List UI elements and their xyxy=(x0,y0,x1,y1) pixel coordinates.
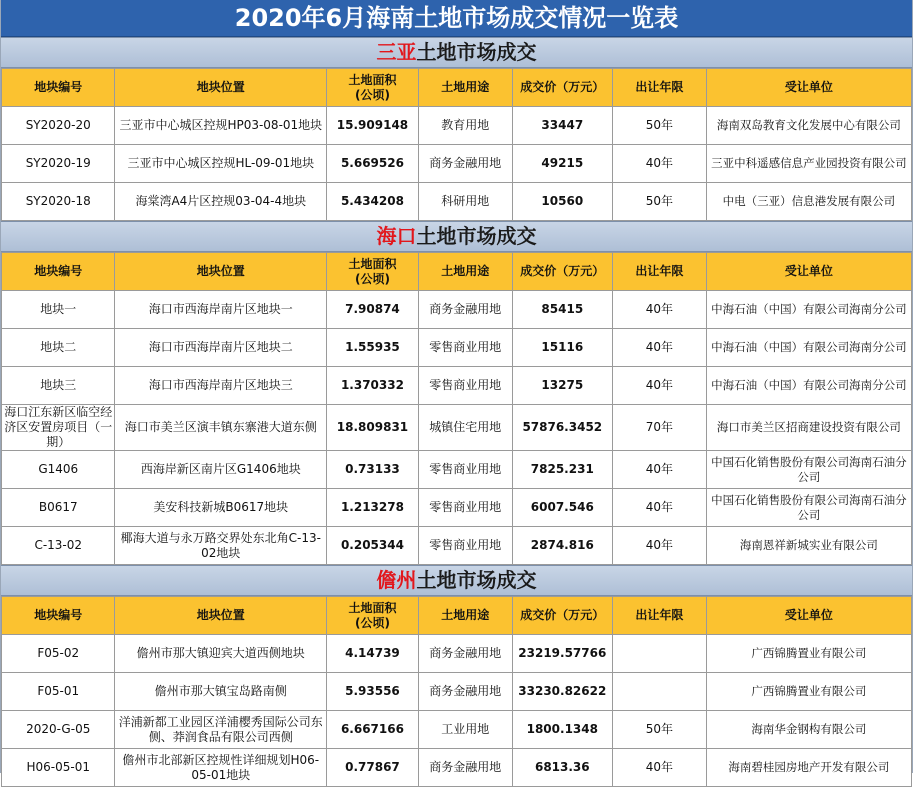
cell-parcel-area: 5.669526 xyxy=(327,145,419,183)
header-land-use: 土地用途 xyxy=(418,69,512,107)
table-row xyxy=(2,329,912,367)
cell-land-use: 零售商业用地 xyxy=(418,367,512,405)
cell-parcel-location: 三亚市中心城区控规HP03-08-01地块 xyxy=(115,107,327,145)
transaction-table xyxy=(1,252,912,565)
cell-parcel-area: 5.93556 xyxy=(327,673,419,711)
cell-buyer: 中国石化销售股份有限公司海南石油分公司 xyxy=(706,451,911,489)
cell-buyer: 海南碧桂园房地产开发有限公司 xyxy=(706,749,911,787)
cell-parcel-id: F05-01 xyxy=(2,673,115,711)
cell-parcel-location: 三亚市中心城区控规HL-09-01地块 xyxy=(115,145,327,183)
cell-parcel-location: 海口市西海岸南片区地块一 xyxy=(115,291,327,329)
cell-land-use: 工业用地 xyxy=(418,711,512,749)
table-header-row xyxy=(2,253,912,291)
cell-price: 6813.36 xyxy=(512,749,612,787)
header-parcel-location: 地块位置 xyxy=(115,597,327,635)
header-buyer: 受让单位 xyxy=(706,253,911,291)
section-city: 海口 xyxy=(376,224,417,248)
cell-price: 33447 xyxy=(512,107,612,145)
cell-price: 7825.231 xyxy=(512,451,612,489)
cell-parcel-area: 1.55935 xyxy=(327,329,419,367)
header-parcel-id: 地块编号 xyxy=(2,253,115,291)
cell-parcel-area: 6.667166 xyxy=(327,711,419,749)
header-parcel-area: 土地面积 (公顷) xyxy=(327,597,419,635)
cell-land-use: 商务金融用地 xyxy=(418,291,512,329)
cell-parcel-area: 4.14739 xyxy=(327,635,419,673)
cell-land-use: 零售商业用地 xyxy=(418,489,512,527)
cell-land-use: 商务金融用地 xyxy=(418,635,512,673)
table-row xyxy=(2,451,912,489)
table-row xyxy=(2,527,912,565)
table-row xyxy=(2,673,912,711)
cell-parcel-id: G1406 xyxy=(2,451,115,489)
header-parcel-id: 地块编号 xyxy=(2,597,115,635)
cell-parcel-location: 西海岸新区南片区G1406地块 xyxy=(115,451,327,489)
cell-lease-term: 40年 xyxy=(612,145,706,183)
cell-parcel-area: 0.205344 xyxy=(327,527,419,565)
cell-land-use: 商务金融用地 xyxy=(418,673,512,711)
cell-buyer: 广西锦腾置业有限公司 xyxy=(706,635,911,673)
header-buyer: 受让单位 xyxy=(706,597,911,635)
cell-parcel-area: 1.370332 xyxy=(327,367,419,405)
cell-parcel-area: 15.909148 xyxy=(327,107,419,145)
cell-parcel-location: 洋浦新都工业园区洋浦樱秀国际公司东侧、莽润食品有限公司西侧 xyxy=(115,711,327,749)
cell-buyer: 海南恩祥新城实业有限公司 xyxy=(706,527,911,565)
cell-parcel-id: SY2020-19 xyxy=(2,145,115,183)
cell-parcel-id: 地块三 xyxy=(2,367,115,405)
cell-buyer: 海南双岛教育文化发展中心有限公司 xyxy=(706,107,911,145)
cell-price: 13275 xyxy=(512,367,612,405)
header-land-use: 土地用途 xyxy=(418,597,512,635)
cell-buyer: 中电（三亚）信息港发展有限公司 xyxy=(706,183,911,221)
cell-parcel-area: 7.90874 xyxy=(327,291,419,329)
cell-lease-term: 40年 xyxy=(612,749,706,787)
table-row xyxy=(2,183,912,221)
cell-lease-term: 50年 xyxy=(612,711,706,749)
header-lease-term: 出让年限 xyxy=(612,69,706,107)
cell-parcel-location: 海口市西海岸南片区地块二 xyxy=(115,329,327,367)
header-price: 成交价（万元） xyxy=(512,69,612,107)
cell-price: 23219.57766 xyxy=(512,635,612,673)
section-suffix: 土地市场成交 xyxy=(416,224,537,248)
cell-parcel-location: 美安科技新城B0617地块 xyxy=(115,489,327,527)
cell-land-use: 科研用地 xyxy=(418,183,512,221)
section-header xyxy=(1,565,912,596)
cell-lease-term: 40年 xyxy=(612,527,706,565)
header-price: 成交价（万元） xyxy=(512,253,612,291)
cell-land-use: 商务金融用地 xyxy=(418,749,512,787)
cell-parcel-id: 地块二 xyxy=(2,329,115,367)
cell-price: 33230.82622 xyxy=(512,673,612,711)
cell-price: 10560 xyxy=(512,183,612,221)
table-row xyxy=(2,291,912,329)
cell-parcel-id: 2020-G-05 xyxy=(2,711,115,749)
cell-parcel-location: 儋州市那大镇宝岛路南侧 xyxy=(115,673,327,711)
header-land-use: 土地用途 xyxy=(418,253,512,291)
table-row xyxy=(2,145,912,183)
cell-buyer: 广西锦腾置业有限公司 xyxy=(706,673,911,711)
cell-parcel-location: 海口市美兰区演丰镇东寨港大道东侧 xyxy=(115,405,327,451)
header-parcel-id: 地块编号 xyxy=(2,69,115,107)
cell-parcel-area: 18.809831 xyxy=(327,405,419,451)
table-row xyxy=(2,405,912,451)
cell-buyer: 中海石油（中国）有限公司海南分公司 xyxy=(706,367,911,405)
section-city: 三亚 xyxy=(376,40,417,64)
cell-parcel-location: 儋州市那大镇迎宾大道西侧地块 xyxy=(115,635,327,673)
cell-parcel-id: B0617 xyxy=(2,489,115,527)
cell-parcel-id: SY2020-20 xyxy=(2,107,115,145)
cell-parcel-id: H06-05-01 xyxy=(2,749,115,787)
cell-parcel-location: 椰海大道与永万路交界处东北角C-13-02地块 xyxy=(115,527,327,565)
header-price: 成交价（万元） xyxy=(512,597,612,635)
cell-lease-term: 50年 xyxy=(612,183,706,221)
cell-parcel-id: C-13-02 xyxy=(2,527,115,565)
cell-parcel-area: 5.434208 xyxy=(327,183,419,221)
transaction-table xyxy=(1,68,912,221)
section-header xyxy=(1,37,912,68)
table-row xyxy=(2,367,912,405)
cell-parcel-location: 海棠湾A4片区控规03-04-4地块 xyxy=(115,183,327,221)
table-row xyxy=(2,489,912,527)
section-suffix: 土地市场成交 xyxy=(416,568,537,592)
table-row xyxy=(2,711,912,749)
cell-land-use: 商务金融用地 xyxy=(418,145,512,183)
cell-parcel-area: 1.213278 xyxy=(327,489,419,527)
cell-parcel-id: 地块一 xyxy=(2,291,115,329)
cell-land-use: 城镇住宅用地 xyxy=(418,405,512,451)
header-lease-term: 出让年限 xyxy=(612,597,706,635)
cell-land-use: 教育用地 xyxy=(418,107,512,145)
header-buyer: 受让单位 xyxy=(706,69,911,107)
cell-buyer: 海南华金钢构有限公司 xyxy=(706,711,911,749)
section-suffix: 土地市场成交 xyxy=(416,40,537,64)
cell-lease-term: 40年 xyxy=(612,367,706,405)
cell-land-use: 零售商业用地 xyxy=(418,451,512,489)
cell-price: 49215 xyxy=(512,145,612,183)
cell-parcel-id: SY2020-18 xyxy=(2,183,115,221)
cell-lease-term xyxy=(612,673,706,711)
transaction-table xyxy=(1,596,912,787)
cell-lease-term: 50年 xyxy=(612,107,706,145)
cell-lease-term: 40年 xyxy=(612,489,706,527)
cell-land-use: 零售商业用地 xyxy=(418,329,512,367)
cell-price: 2874.816 xyxy=(512,527,612,565)
cell-parcel-id: F05-02 xyxy=(2,635,115,673)
table-row xyxy=(2,749,912,787)
cell-parcel-area: 0.73133 xyxy=(327,451,419,489)
table-header-row xyxy=(2,597,912,635)
cell-lease-term: 70年 xyxy=(612,405,706,451)
sheet-body xyxy=(1,37,912,787)
header-parcel-area: 土地面积 (公顷) xyxy=(327,69,419,107)
table-row xyxy=(2,635,912,673)
cell-parcel-id: 海口江东新区临空经济区安置房项目（一期） xyxy=(2,405,115,451)
table-header-row xyxy=(2,69,912,107)
cell-land-use: 零售商业用地 xyxy=(418,527,512,565)
header-parcel-area: 土地面积 (公顷) xyxy=(327,253,419,291)
sheet-title: 2020年6月海南土地市场成交情况一览表 xyxy=(1,0,912,37)
cell-lease-term: 40年 xyxy=(612,291,706,329)
cell-price: 85415 xyxy=(512,291,612,329)
header-parcel-location: 地块位置 xyxy=(115,69,327,107)
header-lease-term: 出让年限 xyxy=(612,253,706,291)
table-row xyxy=(2,107,912,145)
cell-buyer: 海口市美兰区招商建设投资有限公司 xyxy=(706,405,911,451)
cell-parcel-location: 海口市西海岸南片区地块三 xyxy=(115,367,327,405)
cell-buyer: 三亚中科遥感信息产业园投资有限公司 xyxy=(706,145,911,183)
cell-price: 57876.3452 xyxy=(512,405,612,451)
cell-price: 6007.546 xyxy=(512,489,612,527)
cell-lease-term: 40年 xyxy=(612,451,706,489)
cell-lease-term xyxy=(612,635,706,673)
cell-buyer: 中海石油（中国）有限公司海南分公司 xyxy=(706,291,911,329)
section-header xyxy=(1,221,912,252)
cell-price: 1800.1348 xyxy=(512,711,612,749)
cell-parcel-area: 0.77867 xyxy=(327,749,419,787)
cell-price: 15116 xyxy=(512,329,612,367)
section-city: 儋州 xyxy=(376,568,417,592)
cell-lease-term: 40年 xyxy=(612,329,706,367)
cell-parcel-location: 儋州市北部新区控规性详细规划H06-05-01地块 xyxy=(115,749,327,787)
cell-buyer: 中海石油（中国）有限公司海南分公司 xyxy=(706,329,911,367)
header-parcel-location: 地块位置 xyxy=(115,253,327,291)
cell-buyer: 中国石化销售股份有限公司海南石油分公司 xyxy=(706,489,911,527)
